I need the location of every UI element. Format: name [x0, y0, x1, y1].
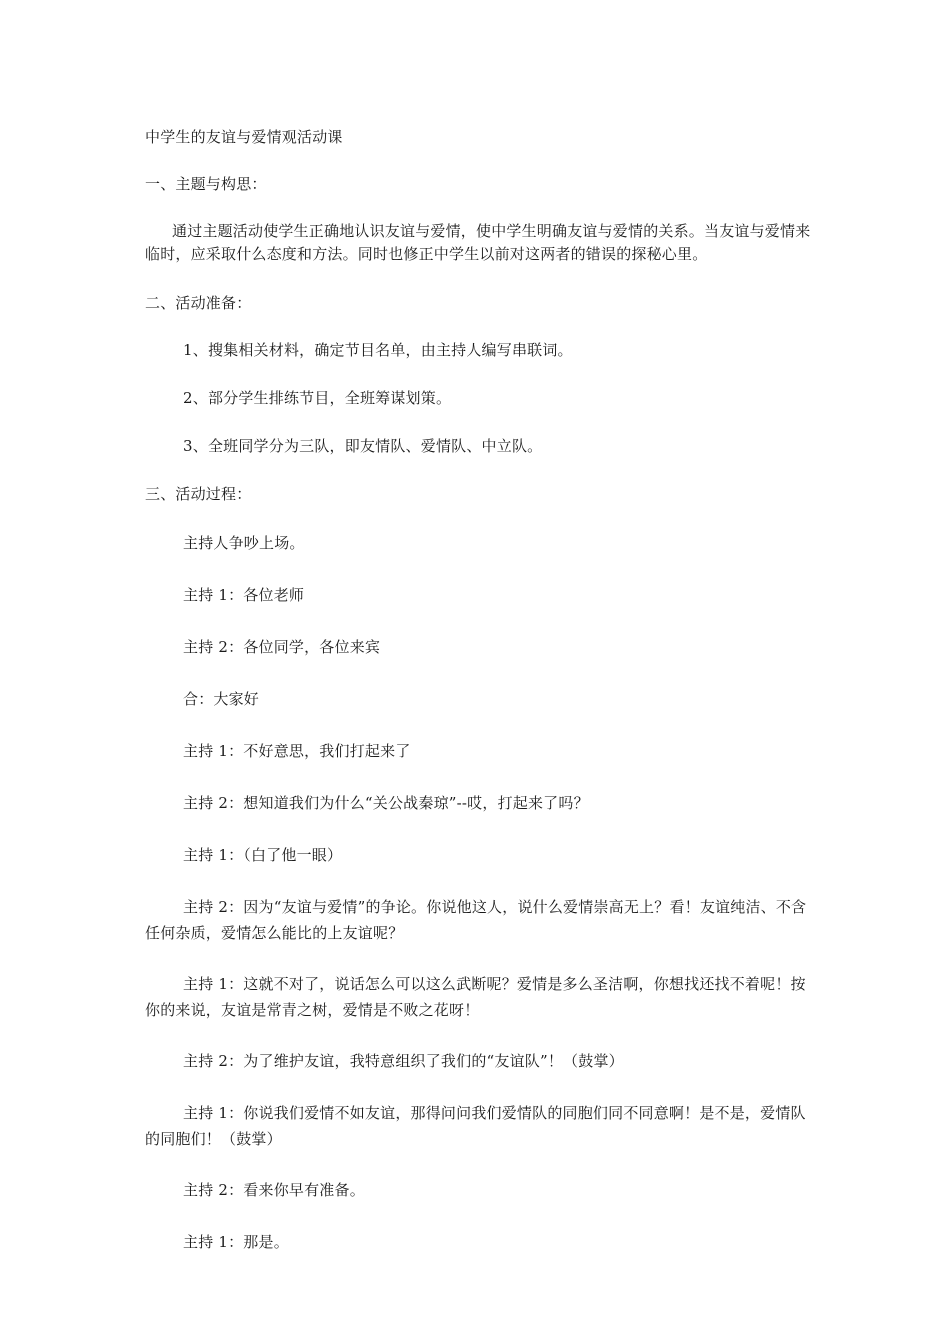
- dialogue-line: 主持 1：那是。: [183, 1233, 289, 1251]
- dialogue-line: 主持 2：想知道我们为什么“关公战秦琼”--哎，打起来了吗？: [183, 794, 589, 812]
- preparation-item: 3、全班同学分为三队，即友情队、爱情队、中立队。: [183, 437, 543, 455]
- dialogue-line: 主持 2：为了维护友谊，我特意组织了我们的“友谊队”！（鼓掌）: [183, 1052, 624, 1070]
- section-heading-preparation: 二、活动准备：: [145, 294, 252, 312]
- dialogue-line: 主持 1：不好意思，我们打起来了: [183, 742, 411, 760]
- dialogue-line: 主持 1：这就不对了，说话怎么可以这么武断呢？爱情是多么圣洁啊，你想找还找不着呢！按你的来说，友谊是常青之树，爱情是不败之花呀！: [145, 975, 806, 1019]
- dialogue-line: 主持 2：各位同学，各位来宾: [183, 638, 381, 656]
- section-body-theme: 通过主题活动使学生正确地认识友谊与爱情，使中学生明确友谊与爱情的关系。当友谊与爱情来临时，应采取什么态度和方法。同时也修正中学生以前对这两者的错误的探秘心里。: [145, 222, 811, 263]
- dialogue-line: 主持 1：（白了他一眼）: [183, 846, 343, 864]
- dialogue-line: 主持人争吵上场。: [183, 534, 305, 552]
- dialogue-line: 主持 1：你说我们爱情不如友谊，那得问问我们爱情队的同胞们同不同意啊！是不是，爱情队的同胞们！（鼓掌）: [145, 1104, 806, 1148]
- document-body: [145, 126, 817, 1281]
- dialogue-line: 主持 2：看来你早有准备。: [183, 1181, 365, 1199]
- section-heading-process: 三、活动过程：: [145, 485, 252, 503]
- preparation-item: 2、部分学生排练节目，全班筹谋划策。: [183, 389, 452, 407]
- dialogue-line: 主持 1：各位老师: [183, 586, 305, 604]
- section-heading-theme: 一、主题与构思：: [145, 175, 267, 193]
- dialogue-line: 合：大家好: [183, 690, 260, 708]
- dialogue-line: 主持 2：因为“友谊与爱情”的争论。你说他这人，说什么爱情崇高无上？看！友谊纯洁、不含任何杂质，爱情怎么能比的上友谊呢？: [145, 898, 807, 942]
- document-title: 中学生的友谊与爱情观活动课: [145, 128, 343, 146]
- preparation-item: 1、搜集相关材料，确定节目名单，由主持人编写串联词。: [183, 341, 573, 359]
